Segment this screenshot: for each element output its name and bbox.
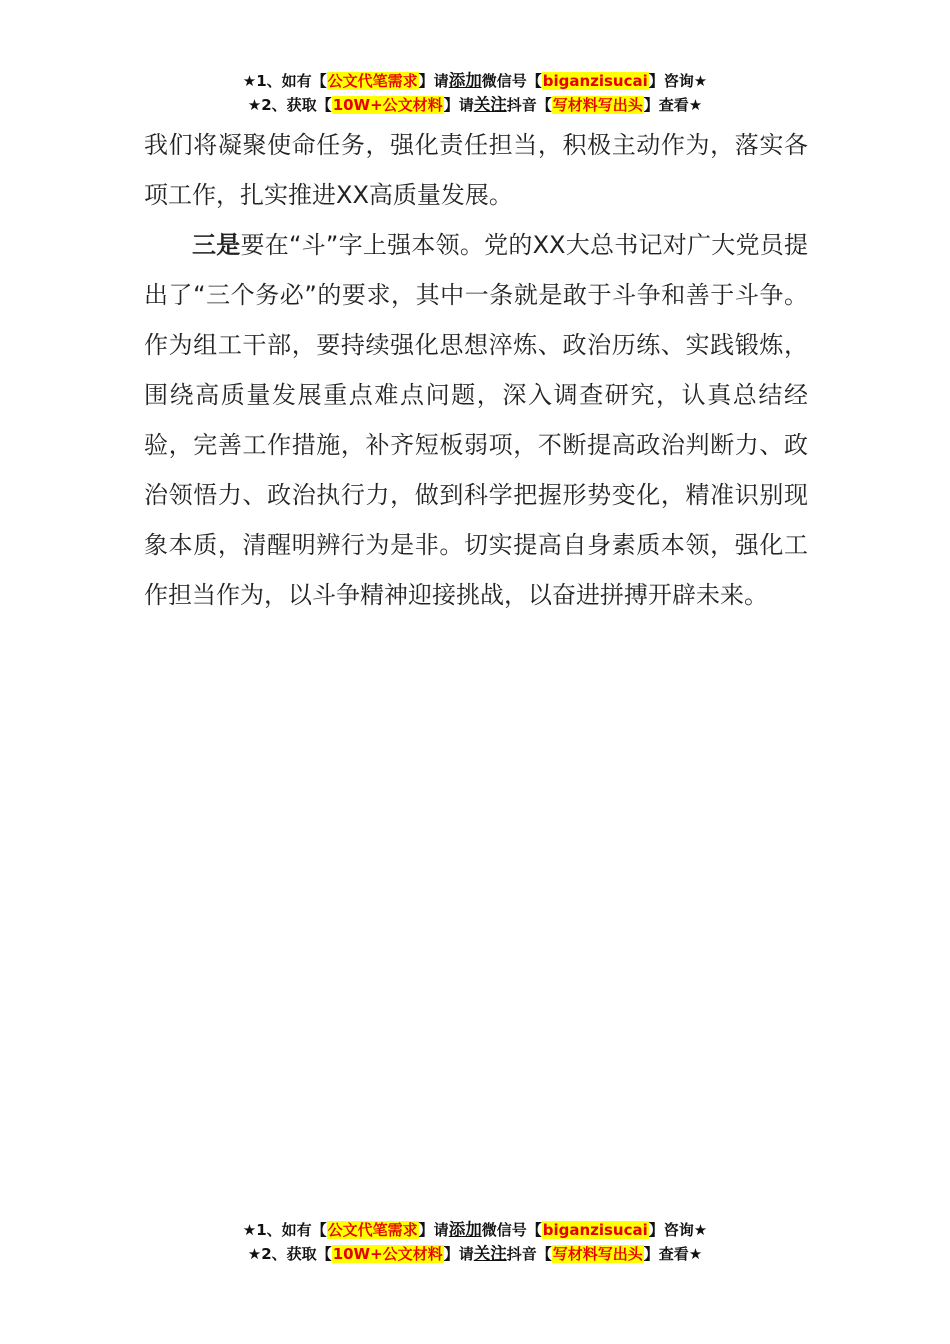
banner-line-1: ★1、如有【公文代笔需求】请添加微信号【biganzisucai】咨询★ bbox=[242, 1220, 708, 1239]
wechat-id-highlight: biganzisucai bbox=[542, 72, 648, 90]
materials-highlight: 10W+公文材料 bbox=[332, 1245, 443, 1263]
paragraph-2-text: 要在“斗”字上强本领。党的XX大总书记对广大党员提出了“三个务必”的要求，其中一条就是敢于斗争和善于斗争。作为组工干部，要持续强化思想淬炼、政治历练、实践锻炼，围绕高质量发展重点难点问题，深入调查研究，认真总结经验，完善工作措施，补齐短板弱项，不断提高政治判断力、政治领悟力、政治执行力，做到科学把握形势变化，精准识别现象本质，清醒明辨行为是非。切实提高自身素质本领，强化工作担当作为，以斗争精神迎接挑战，以奋进拼搏开辟未来。 bbox=[144, 231, 808, 609]
paragraph-2 bbox=[144, 220, 808, 620]
paragraph-1: 我们将凝聚使命任务，强化责任担当，积极主动作为，落实各项工作，扎实推进XX高质量发展。 bbox=[144, 131, 808, 209]
banner-line-1: ★1、如有【公文代笔需求】请添加微信号【biganzisucai】咨询★ bbox=[242, 71, 708, 90]
banner-line-2: ★2、获取【10W+公文材料】请关注抖音【写材料写出头】查看★ bbox=[247, 1244, 703, 1263]
douyin-highlight: 写材料写出头 bbox=[552, 1245, 643, 1263]
douyin-highlight: 写材料写出头 bbox=[552, 96, 643, 114]
header-banner bbox=[0, 69, 950, 117]
materials-highlight: 10W+公文材料 bbox=[332, 96, 443, 114]
footer-banner bbox=[0, 1218, 950, 1266]
paragraph-lead: 三是 bbox=[192, 231, 241, 259]
wechat-id-highlight: biganzisucai bbox=[542, 1221, 648, 1239]
banner-line-2: ★2、获取【10W+公文材料】请关注抖音【写材料写出头】查看★ bbox=[247, 95, 703, 114]
service-highlight: 公文代笔需求 bbox=[327, 72, 418, 90]
document-body bbox=[144, 120, 808, 620]
service-highlight: 公文代笔需求 bbox=[327, 1221, 418, 1239]
